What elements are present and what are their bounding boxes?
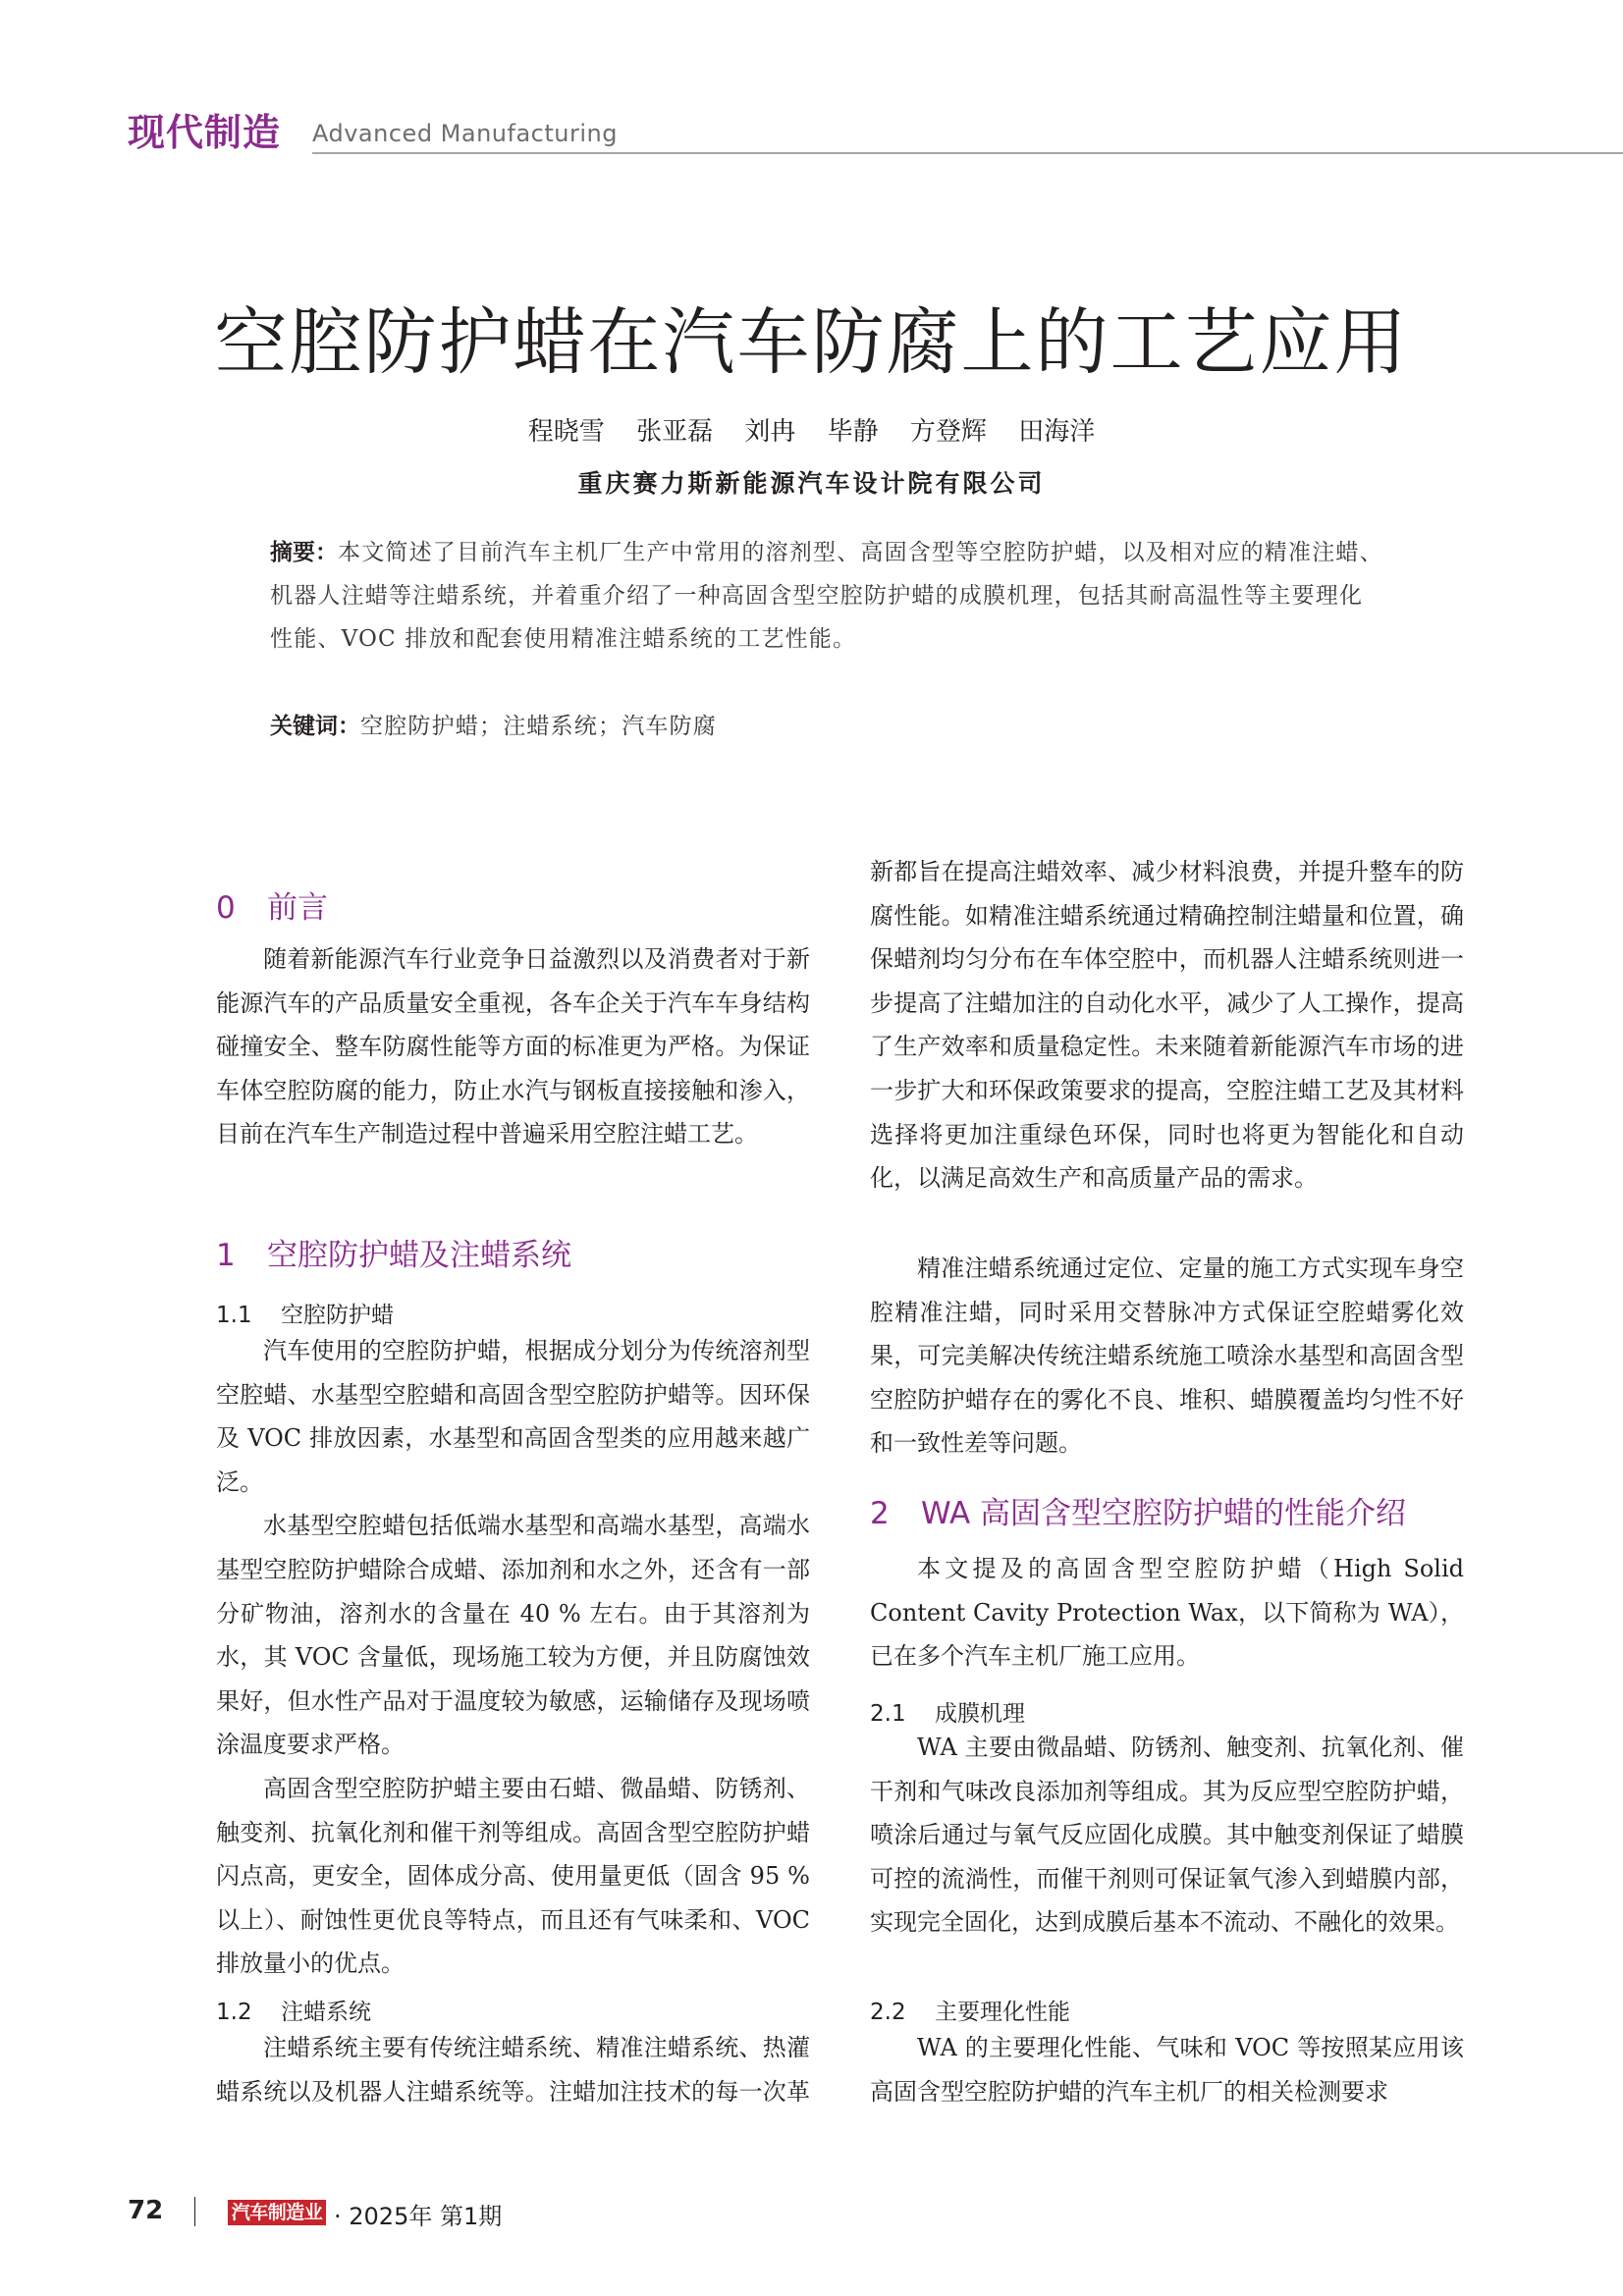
abstract-label: 摘要： bbox=[270, 540, 338, 565]
heading-2 bbox=[870, 1492, 1464, 1536]
heading-number: 1 bbox=[216, 1238, 236, 1273]
section-label-cn: 现代制造 bbox=[128, 111, 282, 154]
paragraph: 汽车使用的空腔防护蜡，根据成分划分为传统溶剂型空腔蜡、水基型空腔蜡和高固含型空腔防护蜡等。因环保及 VOC 排放因素，水基型和高固含型类的应用越来越广泛。 bbox=[216, 1337, 810, 1496]
paragraph: 随着新能源汽车行业竞争日益激烈以及消费者对于新能源汽车的产品质量安全重视，各车企关于汽车车身结构碰撞安全、整车防腐性能等方面的标准更为严格。为保证车体空腔防腐的能力，防止水汽与钢板直接接触和渗入，目前在汽车生产制造过程中普遍采用空腔注蜡工艺。 bbox=[216, 945, 810, 1148]
keywords-text: 空腔防护蜡；注蜡系统；汽车防腐 bbox=[360, 714, 717, 739]
heading-title: 空腔防护蜡 bbox=[281, 1303, 394, 1328]
abstract-line bbox=[270, 531, 1419, 574]
page-number: 72 bbox=[128, 2196, 164, 2225]
heading-0 bbox=[216, 886, 810, 931]
affiliation: 重庆赛力斯新能源汽车设计院有限公司 bbox=[577, 469, 1046, 498]
keywords bbox=[270, 705, 1419, 748]
heading-1 bbox=[216, 1234, 810, 1278]
heading-number: 1.1 bbox=[216, 1303, 252, 1328]
heading-number: 2 bbox=[870, 1496, 890, 1531]
paragraph: WA 主要由微晶蜡、防锈剂、触变剂、抗氧化剂、催干剂和气味改良添加剂等组成。其为反应型空腔防护蜡，喷涂后通过与氧气反应固化成膜。其中触变剂保证了蜡膜可控的流淌性，而催干剂则可保证氧气渗入到蜡膜内部，实现完全固化，达到成膜后基本不流动、不融化的效果。 bbox=[870, 1734, 1464, 1937]
heading-title: WA 高固含型空腔防护蜡的性能介绍 bbox=[921, 1496, 1407, 1531]
keywords-label: 关键词： bbox=[270, 714, 360, 739]
header-rule bbox=[312, 152, 1623, 154]
journal-logo: 汽车制造业 bbox=[228, 2200, 326, 2225]
issue-info: · 2025年 第1期 bbox=[334, 2203, 503, 2230]
author: 方登辉 bbox=[909, 417, 987, 447]
article-title: 空腔防护蜡在汽车防腐上的工艺应用 bbox=[214, 300, 1409, 385]
author: 田海洋 bbox=[1018, 417, 1096, 447]
abstract-text: 本文简述了目前汽车主机厂生产中常用的溶剂型、高固含型等空腔防护蜡，以及相对应的精准注蜡、 bbox=[338, 540, 1383, 565]
footer-separator bbox=[194, 2197, 195, 2226]
paragraph: 注蜡系统主要有传统注蜡系统、精准注蜡系统、热灌蜡系统以及机器人注蜡系统等。注蜡加注技术的每一次革 bbox=[216, 2034, 810, 2106]
paragraph: 水基型空腔蜡包括低端水基型和高端水基型，高端水基型空腔防护蜡除合成蜡、添加剂和水之外，还含有一部分矿物油，溶剂水的含量在 40 % 左右。由于其溶剂为水，其 VOC 含量低，现场施工较为方便，并且防腐蚀效果好，但水性产品对于温度较为敏感，运输储存及现场喷涂温度要求严格。 bbox=[216, 1512, 810, 1759]
heading-title: 成膜机理 bbox=[935, 1701, 1025, 1727]
section-label-en: Advanced Manufacturing bbox=[312, 120, 618, 147]
heading-title: 前言 bbox=[267, 890, 328, 926]
heading-title: 主要理化性能 bbox=[935, 2000, 1070, 2025]
heading-title: 空腔防护蜡及注蜡系统 bbox=[267, 1238, 571, 1273]
heading-number: 2.2 bbox=[870, 2000, 906, 2025]
heading-number: 2.1 bbox=[870, 1701, 906, 1727]
paragraph: 本文提及的高固含型空腔防护蜡（High Solid Content Cavity Protection Wax，以下简称为 WA），已在多个汽车主机厂施工应用。 bbox=[870, 1555, 1464, 1671]
paragraph: 高固含型空腔防护蜡主要由石蜡、微晶蜡、防锈剂、触变剂、抗氧化剂和催干剂等组成。高固含型空腔防护蜡闪点高，更安全，固体成分高、使用量更低（固含 95 % 以上）、耐蚀性更优良等特点，而且还有气味柔和、VOC 排放量小的优点。 bbox=[216, 1774, 810, 1978]
author: 张亚磊 bbox=[636, 417, 714, 447]
abstract bbox=[270, 531, 1419, 661]
paragraph: 精准注蜡系统通过定位、定量的施工方式实现车身空腔精准注蜡，同时采用交替脉冲方式保证空腔蜡雾化效果，可完美解决传统注蜡系统施工喷涂水基型和高固含型空腔防护蜡存在的雾化不良、堆积、蜡膜覆盖均匀性不好和一致性差等问题。 bbox=[870, 1255, 1464, 1458]
author: 毕静 bbox=[827, 417, 879, 447]
heading-number: 1.2 bbox=[216, 2000, 252, 2025]
heading-number: 0 bbox=[216, 890, 236, 926]
author-list bbox=[0, 411, 1623, 448]
abstract-line: 机器人注蜡等注蜡系统，并着重介绍了一种高固含型空腔防护蜡的成膜机理，包括其耐高温性等主要理化 bbox=[270, 583, 1364, 609]
abstract-line: 性能、VOC 排放和配套使用精准注蜡系统的工艺性能。 bbox=[270, 626, 857, 652]
author: 程晓雪 bbox=[527, 417, 605, 447]
paragraph-continued: 新都旨在提高注蜡效率、减少材料浪费，并提升整车的防腐性能。如精准注蜡系统通过精确控制注蜡量和位置，确保蜡剂均匀分布在车体空腔中，而机器人注蜡系统则进一步提高了注蜡加注的自动化水平，减少了人工操作，提高了生产效率和质量稳定性。未来随着新能源汽车市场的进一步扩大和环保政策要求的提高，空腔注蜡工艺及其材料选择将更加注重绿色环保，同时也将更为智能化和自动化，以满足高效生产和高质量产品的需求。 bbox=[870, 858, 1464, 1193]
heading-title: 注蜡系统 bbox=[281, 2000, 371, 2025]
author: 刘冉 bbox=[744, 417, 796, 447]
paragraph: WA 的主要理化性能、气味和 VOC 等按照某应用该高固含型空腔防护蜡的汽车主机厂的相关检测要求 bbox=[870, 2034, 1464, 2106]
